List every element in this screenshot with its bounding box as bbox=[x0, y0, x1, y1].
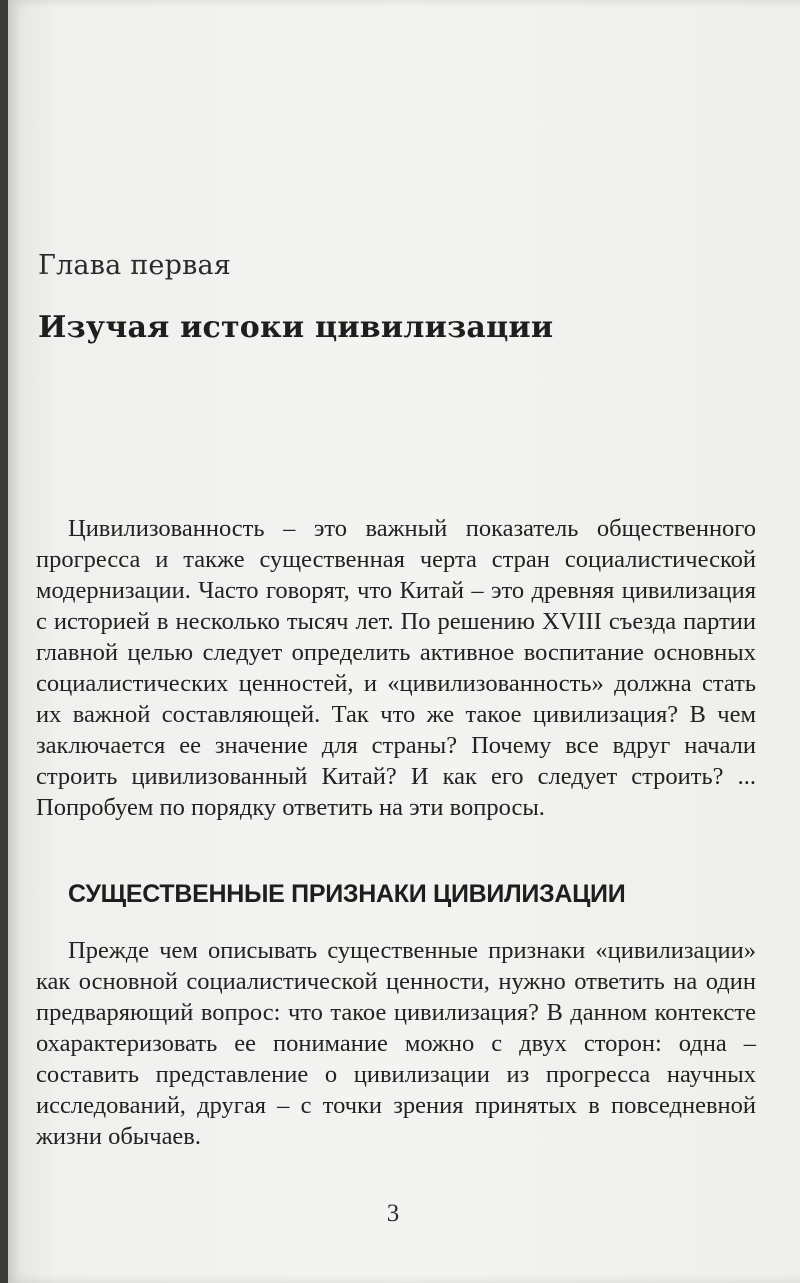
chapter-title: Изучая истоки цивилизации bbox=[38, 310, 554, 345]
section-heading: СУЩЕСТВЕННЫЕ ПРИЗНАКИ ЦИВИЛИЗАЦИИ bbox=[68, 880, 626, 908]
chapter-label: Глава первая bbox=[38, 250, 231, 281]
book-page bbox=[8, 0, 800, 1283]
page-number: 3 bbox=[386, 1200, 400, 1227]
intro-paragraph: Цивилизованность – это важный показатель общественного прогресса и также существенная черта стран социалистической модернизации. Часто говорят, что Китай – это древняя цивилизация с историей в несколько тысяч лет. По решению XVIII съезда партии главной целью следует определить активное воспитание основных социалистических ценностей, и «цивилизованность» должна стать их важной составляющей. Так что же такое цивилизация? В чем заключается ее значение для страны? Почему все вдруг начали строить цивилизованный Китай? И как его следует строить? ... Попробуем по порядку ответить на эти вопросы. bbox=[36, 515, 756, 821]
section-paragraph: Прежде чем описывать существенные признаки «цивилизации» как основной социалистической ценности, нужно ответить на один предваряющий вопрос: что такое цивилизация? В данном контексте охарактеризовать ее понимание можно с двух сторон: одна – составить представление о цивилизации из прогресса научных исследований, другая – с точки зрения принятых в повседневной жизни обычаев. bbox=[36, 937, 756, 1150]
